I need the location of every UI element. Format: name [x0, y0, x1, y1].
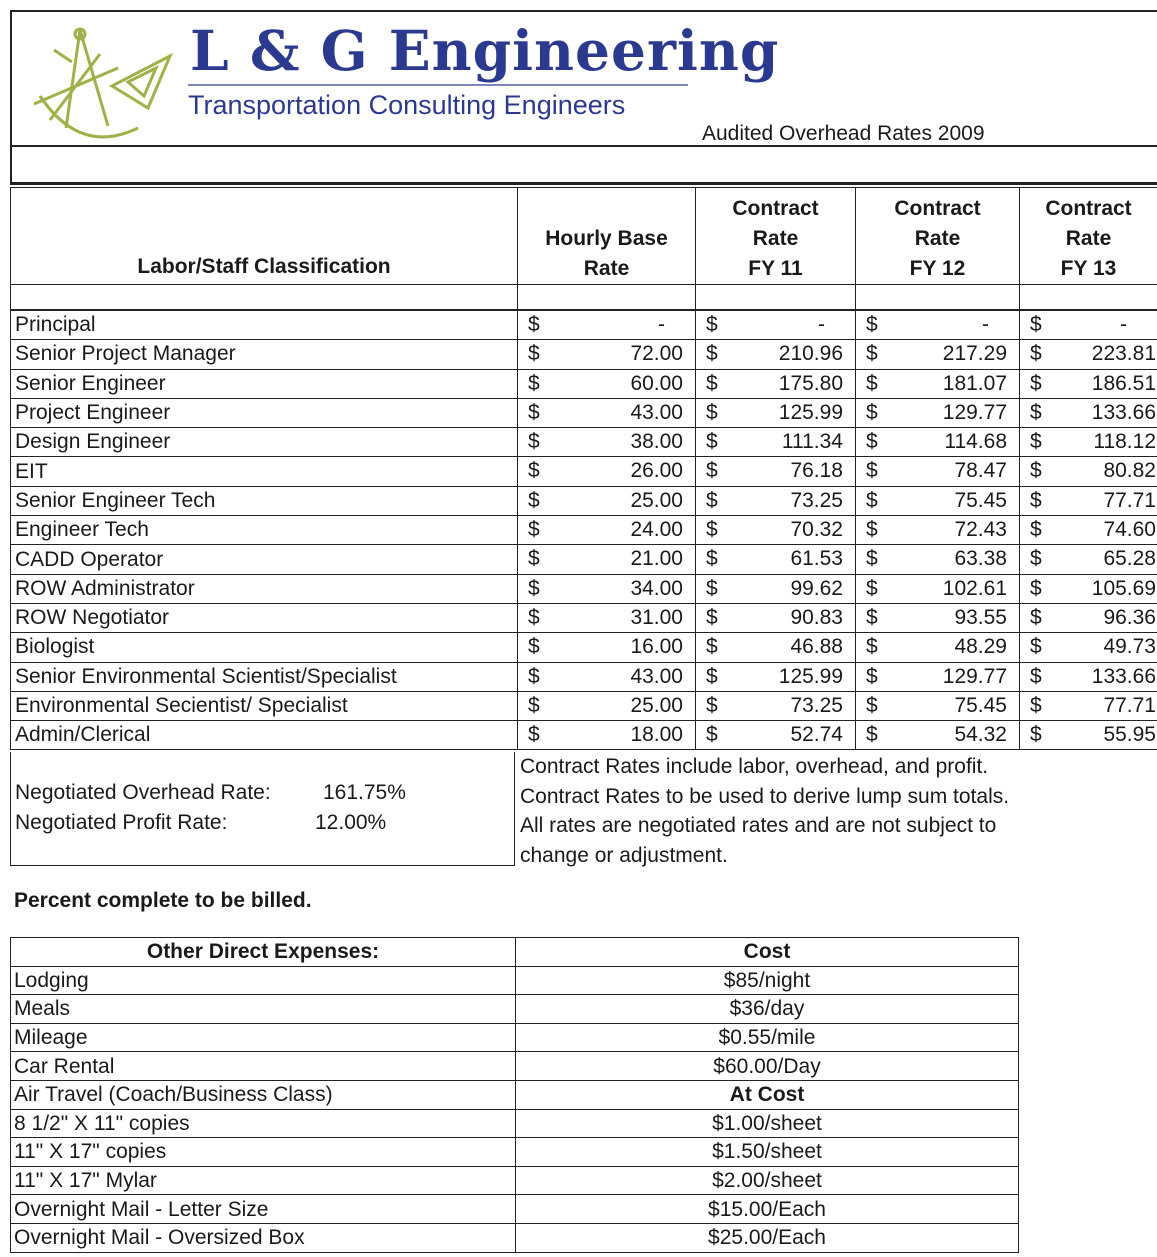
rate-cell: [696, 574, 856, 603]
rate-cell: [856, 486, 1020, 515]
currency-symbol: $: [866, 430, 878, 454]
rate-cell: [856, 545, 1020, 574]
rate-cell: [696, 486, 856, 515]
rate-cell: [1020, 516, 1157, 545]
rate-amount: 48.29: [954, 635, 1007, 659]
classification-cell: Project Engineer: [11, 398, 518, 427]
rate-amount: -: [1120, 313, 1127, 336]
column-header-hourly: [518, 188, 696, 285]
rate-cell: [518, 486, 696, 515]
note-line: Contract Rates include labor, overhead, and profit.: [520, 755, 989, 778]
rate-amount: 102.61: [942, 576, 1007, 600]
classification-cell: Senior Engineer: [11, 369, 518, 398]
header-line: Rate: [583, 257, 630, 280]
currency-symbol: $: [1030, 430, 1042, 454]
header-spacer-row: [10, 145, 1157, 185]
title-rule: [188, 84, 688, 86]
currency-symbol: $: [706, 313, 718, 336]
rate-cell: [856, 633, 1020, 662]
expense-item: Overnight Mail - Oversized Box: [11, 1223, 516, 1252]
rate-amount: 26.00: [630, 459, 683, 483]
profit-rate-label: Negotiated Profit Rate:: [15, 811, 228, 834]
rate-cell: [518, 545, 696, 574]
expense-cost: $15.00/Each: [516, 1195, 1019, 1224]
rate-amount: 25.00: [630, 488, 683, 512]
rate-cell: [696, 457, 856, 486]
currency-symbol: $: [1030, 605, 1042, 629]
rate-cell: [856, 662, 1020, 691]
expense-item: Meals: [11, 995, 516, 1024]
company-name: L & G Engineering: [190, 18, 780, 83]
currency-symbol: $: [528, 430, 540, 454]
expense-item: 11" X 17" copies: [11, 1138, 516, 1167]
rate-amount: 210.96: [778, 342, 843, 366]
currency-symbol: $: [706, 693, 718, 717]
classification-cell: Principal: [11, 310, 518, 340]
rate-amount: 52.74: [790, 723, 843, 747]
letterhead: [10, 10, 1157, 147]
rate-cell: [518, 721, 696, 750]
rate-cell: [518, 398, 696, 427]
rate-amount: 49.73: [1103, 635, 1156, 659]
expense-cost: At Cost: [516, 1080, 1019, 1109]
currency-symbol: $: [706, 547, 718, 571]
rate-amount: 175.80: [778, 371, 843, 395]
rate-cell: [1020, 603, 1157, 632]
currency-symbol: $: [528, 664, 540, 688]
rate-cell: [696, 603, 856, 632]
classification-cell: Environmental Secientist/ Specialist: [11, 691, 518, 720]
rate-cell: [696, 340, 856, 369]
rate-cell: [856, 310, 1020, 340]
table-row: [11, 545, 1157, 574]
profit-rate-value: 12.00%: [315, 811, 387, 834]
drafting-compass-triangle-icon: [20, 16, 190, 144]
currency-symbol: $: [706, 576, 718, 600]
expense-item: Lodging: [11, 966, 516, 995]
table-row: [11, 1109, 1019, 1138]
rate-amount: 24.00: [630, 518, 683, 542]
rate-cell: [696, 398, 856, 427]
rate-cell: [1020, 486, 1157, 515]
currency-symbol: $: [528, 693, 540, 717]
rate-amount: 77.71: [1103, 488, 1156, 512]
rate-cell: [518, 516, 696, 545]
rate-cell: [1020, 574, 1157, 603]
classification-cell: EIT: [11, 457, 518, 486]
rate-amount: -: [982, 313, 989, 336]
header-line: FY 12: [909, 257, 966, 280]
rate-amount: 21.00: [630, 547, 683, 571]
classification-cell: CADD Operator: [11, 545, 518, 574]
rate-cell: [1020, 428, 1157, 457]
table-row: [11, 1223, 1019, 1252]
rate-cell: [856, 516, 1020, 545]
rate-cell: [696, 428, 856, 457]
classification-cell: Senior Project Manager: [11, 340, 518, 369]
currency-symbol: $: [866, 371, 878, 395]
currency-symbol: $: [528, 488, 540, 512]
rate-cell: [696, 721, 856, 750]
rate-cell: [696, 662, 856, 691]
column-header-fy13: [1020, 188, 1157, 285]
rate-cell: [856, 603, 1020, 632]
rate-amount: 72.00: [630, 342, 683, 366]
expense-item: 11" X 17" Mylar: [11, 1166, 516, 1195]
currency-symbol: $: [706, 430, 718, 454]
rate-cell: [1020, 633, 1157, 662]
rate-cell: [518, 340, 696, 369]
rate-amount: 223.81: [1091, 342, 1156, 366]
classification-cell: Admin/Clerical: [11, 721, 518, 750]
currency-symbol: $: [866, 576, 878, 600]
currency-symbol: $: [866, 605, 878, 629]
currency-symbol: $: [866, 488, 878, 512]
column-header-cost: Cost: [516, 938, 1019, 967]
currency-symbol: $: [1030, 313, 1042, 336]
rate-amount: 75.45: [954, 693, 1007, 717]
negotiated-rates-box: [10, 752, 515, 866]
table-row: [11, 1023, 1019, 1052]
rates-header-row: [11, 188, 1157, 285]
rate-cell: [856, 369, 1020, 398]
rate-amount: 63.38: [954, 547, 1007, 571]
table-row: [11, 691, 1157, 720]
blank-cell: [518, 285, 696, 311]
column-header-classification: Labor/Staff Classification: [11, 188, 518, 285]
rate-cell: [856, 721, 1020, 750]
currency-symbol: $: [866, 635, 878, 659]
table-row: [11, 633, 1157, 662]
table-row: [11, 603, 1157, 632]
rate-amount: 80.82: [1103, 459, 1156, 483]
currency-symbol: $: [866, 400, 878, 424]
rate-amount: 60.00: [630, 371, 683, 395]
header-line: Contract: [1045, 197, 1132, 220]
rate-cell: [518, 310, 696, 340]
currency-symbol: $: [528, 342, 540, 366]
expenses-table: [10, 937, 1019, 1253]
currency-symbol: $: [866, 723, 878, 747]
rate-amount: 25.00: [630, 693, 683, 717]
rate-amount: 61.53: [790, 547, 843, 571]
currency-symbol: $: [528, 459, 540, 483]
rate-amount: 38.00: [630, 430, 683, 454]
rate-cell: [856, 691, 1020, 720]
rate-amount: 76.18: [790, 459, 843, 483]
rate-amount: 105.69: [1091, 576, 1156, 600]
column-header-fy12: [856, 188, 1020, 285]
currency-symbol: $: [706, 518, 718, 542]
currency-symbol: $: [1030, 635, 1042, 659]
expenses-header-row: [11, 938, 1019, 967]
expense-cost: $60.00/Day: [516, 1052, 1019, 1081]
document-subtitle: Audited Overhead Rates 2009: [702, 122, 985, 145]
expense-item: 8 1/2" X 11" copies: [11, 1109, 516, 1138]
table-row: [11, 516, 1157, 545]
rate-cell: [518, 691, 696, 720]
classification-cell: Biologist: [11, 633, 518, 662]
rate-amount: 99.62: [790, 576, 843, 600]
overhead-rate-value: 161.75%: [323, 781, 406, 804]
header-line: Rate: [752, 227, 799, 250]
rate-cell: [696, 516, 856, 545]
currency-symbol: $: [1030, 723, 1042, 747]
overhead-rate-label: Negotiated Overhead Rate:: [15, 781, 271, 804]
currency-symbol: $: [1030, 518, 1042, 542]
table-row: [11, 310, 1157, 340]
classification-cell: Senior Environmental Scientist/Specialist: [11, 662, 518, 691]
rate-amount: 16.00: [630, 635, 683, 659]
currency-symbol: $: [706, 342, 718, 366]
header-line: Rate: [1065, 227, 1112, 250]
header-line: Rate: [914, 227, 961, 250]
rate-cell: [856, 428, 1020, 457]
rate-cell: [1020, 662, 1157, 691]
expense-item: Car Rental: [11, 1052, 516, 1081]
classification-cell: ROW Negotiator: [11, 603, 518, 632]
rate-amount: 96.36: [1103, 605, 1156, 629]
table-row: [11, 1166, 1019, 1195]
rate-amount: 73.25: [790, 693, 843, 717]
rate-amount: 74.60: [1103, 518, 1156, 542]
table-row: [11, 457, 1157, 486]
rate-amount: 70.32: [790, 518, 843, 542]
rate-amount: 133.66: [1091, 664, 1156, 688]
currency-symbol: $: [528, 371, 540, 395]
currency-symbol: $: [528, 518, 540, 542]
column-header-expense: Other Direct Expenses:: [11, 938, 516, 967]
rate-cell: [856, 574, 1020, 603]
currency-symbol: $: [528, 635, 540, 659]
currency-symbol: $: [866, 547, 878, 571]
rate-amount: 72.43: [954, 518, 1007, 542]
rate-cell: [696, 545, 856, 574]
rate-amount: 75.45: [954, 488, 1007, 512]
currency-symbol: $: [706, 605, 718, 629]
expense-cost: $1.50/sheet: [516, 1138, 1019, 1167]
currency-symbol: $: [1030, 459, 1042, 483]
currency-symbol: $: [528, 576, 540, 600]
currency-symbol: $: [706, 723, 718, 747]
column-header-fy11: [696, 188, 856, 285]
rate-cell: [856, 398, 1020, 427]
rate-cell: [518, 457, 696, 486]
currency-symbol: $: [866, 664, 878, 688]
currency-symbol: $: [706, 459, 718, 483]
currency-symbol: $: [706, 664, 718, 688]
header-line: FY 11: [748, 257, 803, 280]
rate-amount: 43.00: [630, 400, 683, 424]
table-row: [11, 340, 1157, 369]
rate-amount: 73.25: [790, 488, 843, 512]
rate-amount: 90.83: [790, 605, 843, 629]
rate-cell: [696, 633, 856, 662]
classification-cell: Engineer Tech: [11, 516, 518, 545]
rate-amount: 181.07: [942, 371, 1007, 395]
header-line: Contract: [732, 197, 819, 220]
expense-cost: $36/day: [516, 995, 1019, 1024]
table-row: [11, 369, 1157, 398]
rate-amount: 18.00: [630, 723, 683, 747]
rate-amount: 217.29: [942, 342, 1007, 366]
rate-cell: [1020, 398, 1157, 427]
company-tagline: Transportation Consulting Engineers: [188, 90, 626, 120]
header-line: Contract: [894, 197, 981, 220]
rate-cell: [1020, 369, 1157, 398]
rate-cell: [856, 340, 1020, 369]
currency-symbol: $: [528, 605, 540, 629]
rate-amount: 78.47: [954, 459, 1007, 483]
rate-cell: [696, 369, 856, 398]
note-line: All rates are negotiated rates and are not subject to: [520, 814, 997, 837]
currency-symbol: $: [706, 400, 718, 424]
rate-amount: 133.66: [1091, 400, 1156, 424]
expense-item: Air Travel (Coach/Business Class): [11, 1080, 516, 1109]
rate-cell: [518, 662, 696, 691]
rate-cell: [518, 369, 696, 398]
currency-symbol: $: [528, 723, 540, 747]
classification-cell: ROW Administrator: [11, 574, 518, 603]
table-row: [11, 1052, 1019, 1081]
rate-amount: 125.99: [778, 400, 843, 424]
table-row: [11, 721, 1157, 750]
expense-cost: $2.00/sheet: [516, 1166, 1019, 1195]
rate-amount: 114.68: [944, 430, 1007, 454]
currency-symbol: $: [706, 371, 718, 395]
currency-symbol: $: [866, 693, 878, 717]
currency-symbol: $: [1030, 371, 1042, 395]
table-row: [11, 1195, 1019, 1224]
classification-cell: Senior Engineer Tech: [11, 486, 518, 515]
rate-cell: [1020, 310, 1157, 340]
expense-item: Mileage: [11, 1023, 516, 1052]
expense-cost: $85/night: [516, 966, 1019, 995]
expense-cost: $0.55/mile: [516, 1023, 1019, 1052]
rate-amount: 46.88: [790, 635, 843, 659]
contract-notes: [520, 752, 1009, 870]
table-row: [11, 428, 1157, 457]
blank-cell: [11, 285, 518, 311]
rate-cell: [518, 574, 696, 603]
rate-amount: 186.51: [1091, 371, 1156, 395]
currency-symbol: $: [706, 488, 718, 512]
rate-amount: 77.71: [1103, 693, 1156, 717]
blank-cell: [856, 285, 1020, 311]
currency-symbol: $: [1030, 664, 1042, 688]
table-row: [11, 995, 1019, 1024]
rate-amount: 43.00: [630, 664, 683, 688]
expense-cost: $25.00/Each: [516, 1223, 1019, 1252]
table-row: [11, 662, 1157, 691]
rate-cell: [1020, 721, 1157, 750]
currency-symbol: $: [1030, 576, 1042, 600]
billing-note: Percent complete to be billed.: [14, 889, 312, 912]
currency-symbol: $: [866, 342, 878, 366]
rate-cell: [696, 310, 856, 340]
currency-symbol: $: [866, 518, 878, 542]
currency-symbol: $: [1030, 400, 1042, 424]
rate-cell: [1020, 691, 1157, 720]
header-line: FY 13: [1060, 257, 1117, 280]
rate-cell: [696, 691, 856, 720]
note-line: change or adjustment.: [520, 843, 728, 867]
rate-amount: 31.00: [630, 605, 683, 629]
rate-cell: [518, 633, 696, 662]
rate-amount: 54.32: [954, 723, 1007, 747]
currency-symbol: $: [528, 547, 540, 571]
rate-amount: 129.77: [942, 400, 1007, 424]
table-row: [11, 1138, 1019, 1167]
expense-cost: $1.00/sheet: [516, 1109, 1019, 1138]
currency-symbol: $: [1030, 547, 1042, 571]
rate-amount: 111.34: [781, 430, 843, 454]
rate-cell: [1020, 545, 1157, 574]
blank-cell: [696, 285, 856, 311]
rate-amount: 65.28: [1103, 547, 1156, 571]
rate-amount: 55.95: [1103, 723, 1156, 747]
rate-cell: [856, 457, 1020, 486]
note-line: Contract Rates to be used to derive lump sum totals.: [520, 784, 1010, 808]
currency-symbol: $: [1030, 488, 1042, 512]
blank-cell: [1020, 285, 1157, 311]
rate-amount: 93.55: [954, 605, 1007, 629]
table-row: [11, 486, 1157, 515]
currency-symbol: $: [706, 635, 718, 659]
table-row: [11, 574, 1157, 603]
currency-symbol: $: [1030, 342, 1042, 366]
rate-cell: [1020, 340, 1157, 369]
table-row: [11, 966, 1019, 995]
classification-cell: Design Engineer: [11, 428, 518, 457]
table-row: [11, 398, 1157, 427]
currency-symbol: $: [528, 313, 540, 336]
currency-symbol: $: [1030, 693, 1042, 717]
rate-cell: [518, 603, 696, 632]
rates-table: [10, 187, 1157, 750]
rate-amount: 129.77: [942, 664, 1007, 688]
rate-cell: [518, 428, 696, 457]
rate-amount: 34.00: [630, 576, 683, 600]
rate-amount: 125.99: [778, 664, 843, 688]
rate-cell: [1020, 457, 1157, 486]
rate-amount: -: [658, 313, 665, 336]
currency-symbol: $: [866, 313, 878, 336]
rate-amount: 118.12: [1093, 430, 1156, 454]
rate-amount: -: [818, 313, 825, 336]
expense-item: Overnight Mail - Letter Size: [11, 1195, 516, 1224]
table-row: [11, 1080, 1019, 1109]
blank-row: [11, 285, 1157, 311]
currency-symbol: $: [528, 400, 540, 424]
header-line: Hourly Base: [545, 227, 668, 250]
currency-symbol: $: [866, 459, 878, 483]
